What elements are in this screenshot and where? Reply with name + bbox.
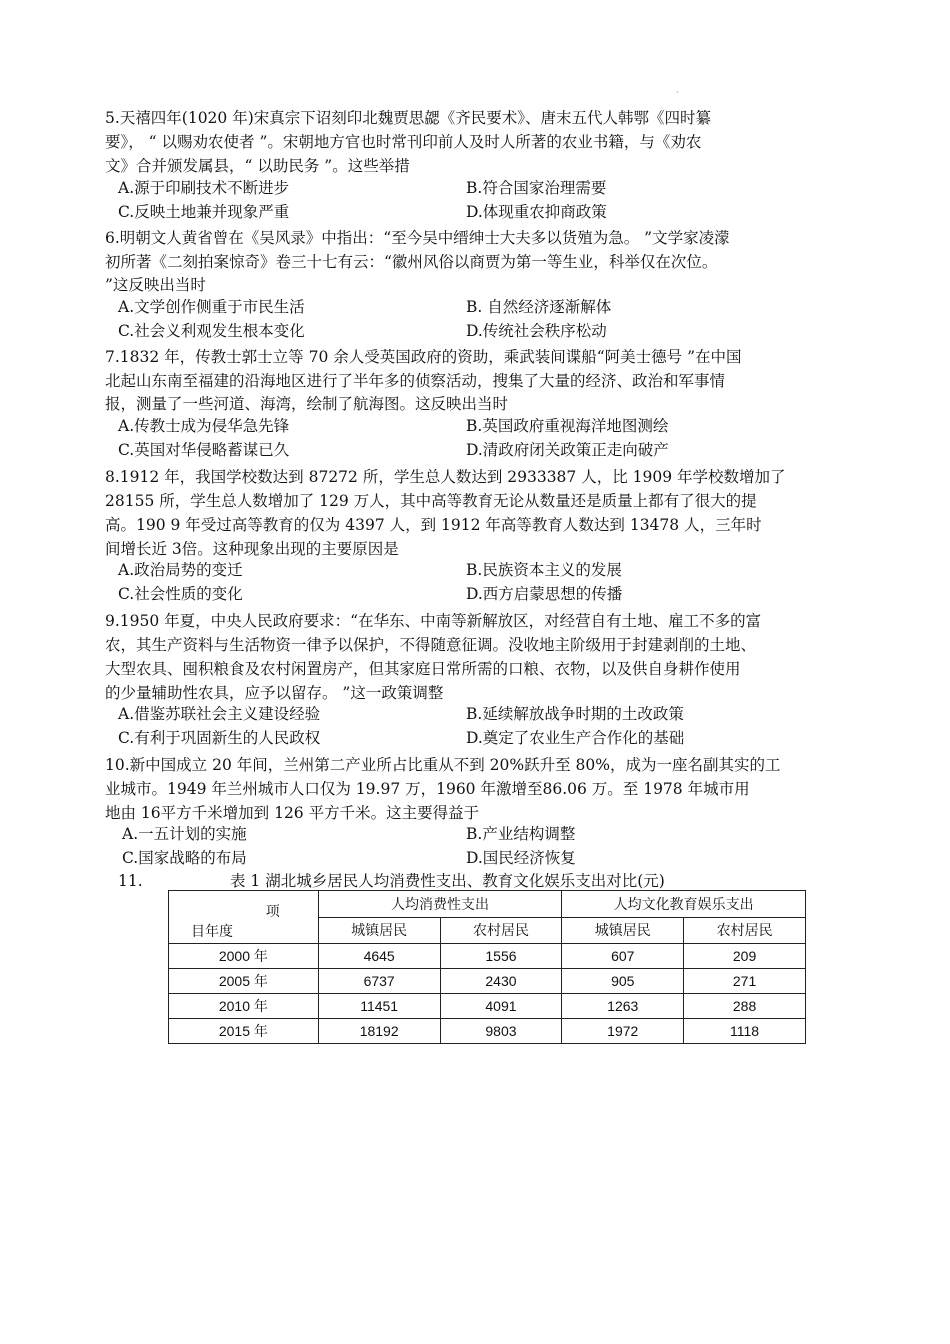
q6-line-3: ”这反映出当时: [105, 276, 206, 294]
q8-line-1: 8.1912 年，我国学校数达到 87272 所，学生总人数达到 2933387 人，比 1909 年学校数增加了: [105, 468, 786, 486]
q9-option-d[interactable]: D.奠定了农业生产合作化的基础: [466, 729, 685, 747]
cell-value: 607: [562, 944, 684, 969]
cell-value: 1263: [562, 994, 684, 1019]
row-year: 2010 年: [169, 994, 319, 1019]
q10-option-b[interactable]: B.产业结构调整: [466, 825, 576, 843]
corner-label-top: 项: [265, 904, 280, 920]
q11-number: 11.: [118, 872, 143, 890]
cell-value: 4091: [440, 994, 562, 1019]
cell-value: 288: [684, 994, 806, 1019]
cell-value: 1118: [684, 1019, 806, 1044]
group-header-culture: 人均文化教育娱乐支出: [562, 891, 806, 918]
q8-line-2: 28155 所，学生总人数增加了 129 万人，其中高等教育无论从数量还是质量上都有了很大的提: [105, 492, 757, 510]
q8-line-4: 间增长近 3倍。这种现象出现的主要原因是: [105, 540, 399, 558]
table-header-row: [169, 891, 806, 918]
q8-option-c[interactable]: C.社会性质的变化: [118, 585, 243, 603]
row-year: 2000 年: [169, 944, 319, 969]
q10-option-a[interactable]: A.一五计划的实施: [122, 825, 247, 843]
cell-value: 6737: [318, 969, 440, 994]
q7-option-d[interactable]: D.清政府闭关政策正走向破产: [466, 441, 669, 459]
cell-value: 4645: [318, 944, 440, 969]
subheader-urban-1: 城镇居民: [318, 917, 440, 944]
q7-line-3: 报，测量了一些河道、海湾，绘制了航海图。这反映出当时: [105, 395, 509, 413]
q7-line-1: 7.1832 年，传教士郭士立等 70 余人受英国政府的资助，乘武装间谍船“阿美士德号 ”在中国: [105, 348, 742, 366]
subheader-urban-2: 城镇居民: [562, 917, 684, 944]
scan-mark: ·: [676, 88, 679, 97]
q8-option-a[interactable]: A.政治局势的变迁: [118, 561, 243, 579]
q8-option-b[interactable]: B.民族资本主义的发展: [466, 561, 622, 579]
q7-option-b[interactable]: B.英国政府重视海洋地图测绘: [466, 417, 669, 435]
row-year: 2005 年: [169, 969, 319, 994]
q10-option-c[interactable]: C.国家战略的布局: [122, 849, 247, 867]
q9-line-4: 的少量辅助性农具，应予以留存。 ”这一政策调整: [105, 684, 444, 702]
q8-option-d[interactable]: D.西方启蒙思想的传播: [466, 585, 623, 603]
cell-value: 271: [684, 969, 806, 994]
q5-option-a[interactable]: A.源于印刷技术不断进步: [118, 179, 290, 197]
q10-line-1: 10.新中国成立 20 年间，兰州第二产业所占比重从不到 20%跃升至 80%，成为一座名副其实的工: [105, 756, 781, 774]
q8-line-3: 高。190 9 年受过高等教育的仅为 4397 人，到 1912 年高等教育人数达到 13478 人，三年时: [105, 516, 762, 534]
q5-option-c[interactable]: C.反映土地兼并现象严重: [118, 203, 290, 221]
q5-option-d[interactable]: D.体现重农抑商政策: [466, 203, 607, 221]
cell-value: 1556: [440, 944, 562, 969]
cell-value: 209: [684, 944, 806, 969]
q10-line-2: 业城市。1949 年兰州城市人口仅为 19.97 万，1960 年激增至86.06 万。至 1978 年城市用: [105, 780, 750, 798]
group-header-consumption: 人均消费性支出: [318, 891, 562, 918]
q5-option-b[interactable]: B.符合国家治理需要: [466, 179, 607, 197]
q6-option-c[interactable]: C.社会义利观发生根本变化: [118, 322, 305, 340]
q6-option-d[interactable]: D.传统社会秩序松动: [466, 322, 607, 340]
table-row: [169, 994, 806, 1019]
cell-value: 2430: [440, 969, 562, 994]
corner-label-bottom: 目年度: [191, 924, 233, 940]
q6-line-2: 初所著《二刻拍案惊奇》卷三十七有云：“徽州风俗以商贾为第一等生业，科举仅在次位。: [105, 253, 718, 271]
q9-line-3: 大型农具、囤积粮食及农村闲置房产，但其家庭日常所需的口粮、衣物，以及供自身耕作使用: [105, 660, 741, 678]
q6-option-b[interactable]: B. 自然经济逐渐解体: [466, 298, 612, 316]
q9-option-b[interactable]: B.延续解放战争时期的土改政策: [466, 705, 684, 723]
cell-value: 905: [562, 969, 684, 994]
subheader-rural-1: 农村居民: [440, 917, 562, 944]
q10-line-3: 地由 16平方千米增加到 126 平方千米。这主要得益于: [105, 804, 480, 822]
q5-line-3: 文》合并颁发属县，“ 以助民务 ”。这些举措: [105, 157, 410, 175]
cell-value: 1972: [562, 1019, 684, 1044]
q6-line-1: 6.明朝文人黄省曾在《吴风录》中指出：“至今吴中缙绅士大夫多以货殖为急。 ”文学家凌濛: [105, 229, 730, 247]
subheader-rural-2: 农村居民: [684, 917, 806, 944]
q7-line-2: 北起山东南至福建的沿海地区进行了半年多的侦察活动，搜集了大量的经济、政治和军事情: [105, 372, 726, 390]
q7-option-a[interactable]: A.传教士成为侵华急先锋: [118, 417, 290, 435]
cell-value: 11451: [318, 994, 440, 1019]
cell-value: 18192: [318, 1019, 440, 1044]
q5-line-2: 要》， “ 以赐劝农使者 ”。宋朝地方官也时常刊印前人及时人所著的农业书籍，与《劝农: [105, 133, 702, 151]
table-row: [169, 944, 806, 969]
table-row: [169, 1019, 806, 1044]
q7-option-c[interactable]: C.英国对华侵略蓄谋已久: [118, 441, 290, 459]
q6-option-a[interactable]: A.文学创作侧重于市民生活: [118, 298, 305, 316]
table-caption: 表 1 湖北城乡居民人均消费性支出、教育文化娱乐支出对比(元): [230, 872, 665, 890]
q9-option-c[interactable]: C.有利于巩固新生的人民政权: [118, 729, 321, 747]
q10-option-d[interactable]: D.国民经济恢复: [466, 849, 576, 867]
cell-value: 9803: [440, 1019, 562, 1044]
consumption-table: [168, 890, 806, 1044]
q9-option-a[interactable]: A.借鉴苏联社会主义建设经验: [118, 705, 321, 723]
table-corner-cell: [169, 891, 319, 944]
row-year: 2015 年: [169, 1019, 319, 1044]
q9-line-2: 农，其生产资料与生活物资一律予以保护，不得随意征调。没收地主阶级用于封建剥削的土地、: [105, 636, 757, 654]
table-row: [169, 969, 806, 994]
q9-line-1: 9.1950 年夏，中央人民政府要求：“在华东、中南等新解放区，对经营自有土地、雇工不多的富: [105, 612, 762, 630]
q5-line-1: 5.天禧四年(1020 年)宋真宗下诏刻印北魏贾思勰《齐民要术》、唐末五代人韩鄂《四时纂: [105, 109, 712, 127]
